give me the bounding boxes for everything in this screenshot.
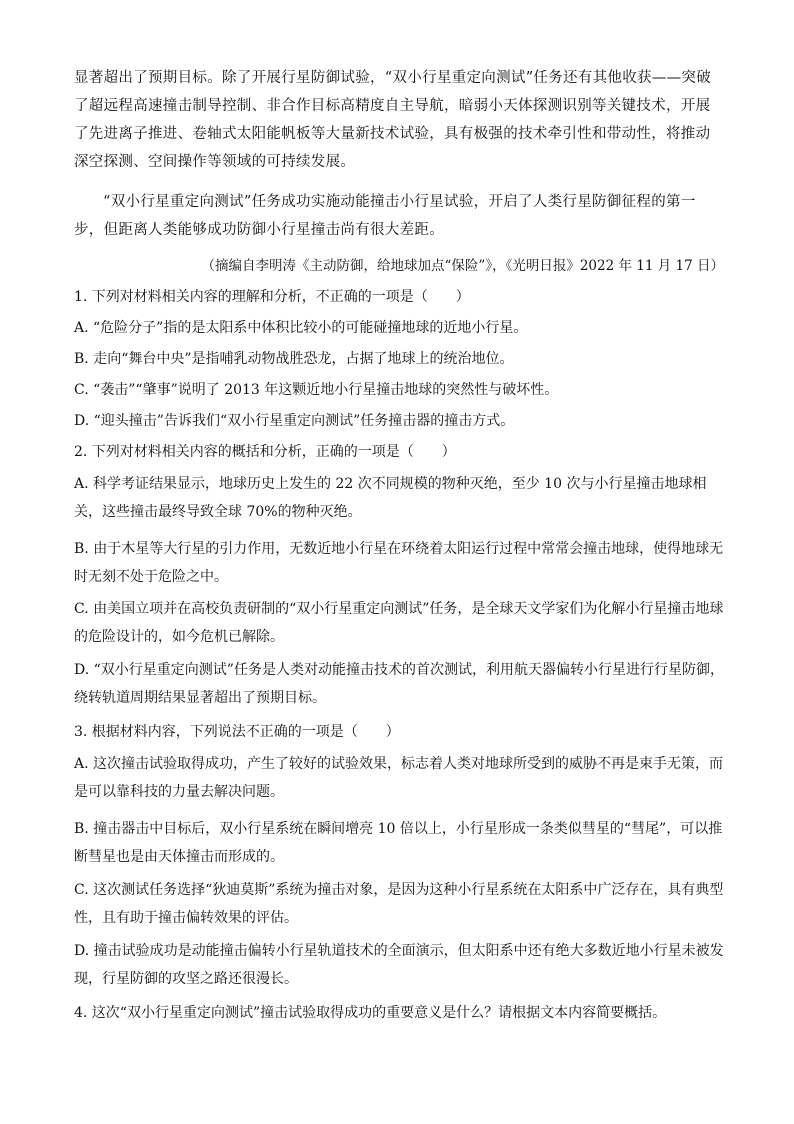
question-2-option-a: A. 科学考证结果显示，地球历史上发生的 22 次不同规模的物种灭绝，至少 10 次与小行星撞击地球相关，这些撞击最终导致全球 70%的物种灭绝。 [74, 476, 707, 520]
question-3-option-b: B. 撞击器击中目标后，双小行星系统在瞬间增亮 10 倍以上，小行星形成一条类似彗星的“彗尾”，可以推断彗星也是由天体撞击而形成的。 [74, 821, 723, 865]
question-2-option-d: D. “双小行星重定向测试”任务是人类对动能撞击技术的首次测试，利用航天器偏转小行星进行行星防御，绕转轨道周期结果显著超出了预期目标。 [74, 662, 724, 706]
passage-source: （摘编自李明涛《主动防御，给地球加点“保险”》，《光明日报》2022 年 11 月 17 日） [201, 258, 724, 274]
question-3-stem: 3. 根据材料内容，下列说法不正确的一项是（ ） [74, 724, 400, 740]
question-2-option-c: C. 由美国立项并在高校负责研制的“双小行星重定向测试”任务，是全球天文学家们为化解小行星撞击地球的危险设计的，如今危机已解除。 [74, 601, 724, 645]
question-2-stem: 2. 下列对材料相关内容的概括和分析，正确的一项是（ ） [74, 444, 456, 460]
question-1-stem: 1. 下列对材料相关内容的理解和分析，不正确的一项是（ ） [74, 289, 470, 305]
question-3-option-d: D. 撞击试验成功是动能撞击偏转小行星轨道技术的全面演示，但太阳系中还有绝大多数近地小行星未被发现，行星防御的攻坚之路还很漫长。 [74, 943, 724, 987]
question-1-option-a: A. “危险分子”指的是太阳系中体积比较小的可能碰撞地球的近地小行星。 [74, 320, 528, 336]
question-1-option-d: D. “迎头撞击”告诉我们“双小行星重定向测试”任务撞击器的撞击方式。 [74, 413, 515, 429]
passage-paragraph-2: “双小行星重定向测试”任务成功实施动能撞击小行星试验，开启了人类行星防御征程的第一步，但距离人类能够成功防御小行星撞击尚有很大差距。 [74, 194, 696, 238]
question-2-option-b: B. 由于木星等大行星的引力作用，无数近地小行星在环绕着太阳运行过程中常常会撞击地球，使得地球无时无刻不处于危险之中。 [74, 541, 724, 585]
question-4-stem: 4. 这次“双小行星重定向测试”撞击试验取得成功的重要意义是什么？请根据文本内容简要概括。 [74, 1005, 667, 1021]
question-1-option-c: C. “袭击”“肇事”说明了 2013 年这颗近地小行星撞击地球的突然性与破坏性。 [74, 382, 559, 398]
question-3-option-c: C. 这次测试任务选择“狄迪莫斯”系统为撞击对象，是因为这种小行星系统在太阳系中广泛存在，具有典型性，且有助于撞击偏转效果的评估。 [74, 882, 724, 926]
passage-paragraph-1: 显著超出了预期目标。除了开展行星防御试验，“双小行星重定向测试”任务还有其他收获——突破了超远程高速撞击制导控制、非合作目标高精度自主导航，暗弱小天体探测识别等关键技术，开展了先进离子推进、卷轴式太阳能帆板等大量新技术试验，具有极强的技术牵引性和带动性，将推动深空探测、空间操作等领域的可持续发展。 [74, 70, 712, 170]
question-1-option-b: B. 走向“舞台中央”是指哺乳动物战胜恐龙，占据了地球上的统治地位。 [74, 351, 514, 367]
question-3-option-a: A. 这次撞击试验取得成功，产生了较好的试验效果，标志着人类对地球所受到的威胁不再是束手无策，而是可以靠科技的力量去解决问题。 [74, 756, 724, 800]
